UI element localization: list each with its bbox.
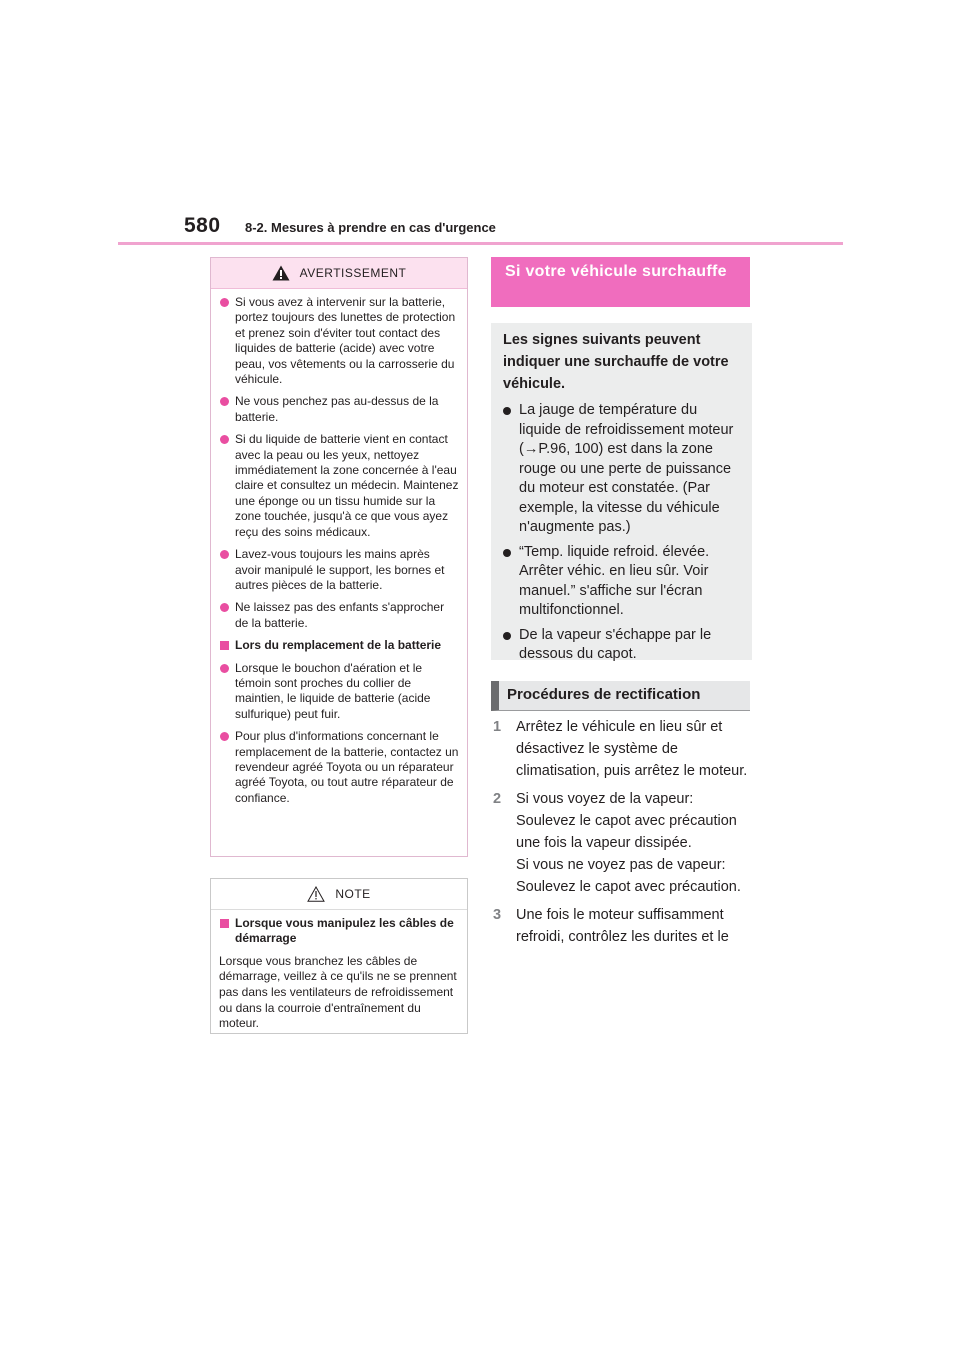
note-subsection-title-text: Lorsque vous manipulez les câbles de démarrage <box>235 916 454 946</box>
step-text: Une fois le moteur suffisamment refroidi, contrôlez les durites et le <box>516 907 729 945</box>
note-box <box>210 878 468 1034</box>
warning-item <box>219 661 459 723</box>
bullet-circle-icon <box>220 397 229 406</box>
overheat-sign <box>503 543 740 621</box>
warning-item-text: Lavez-vous toujours les mains après avoir manipulé le support, les bornes et autres pièces de la batterie. <box>235 547 445 592</box>
warning-item <box>219 600 459 631</box>
warning-box <box>210 257 468 857</box>
step-number: 3 <box>493 907 502 923</box>
overheat-sign-text: De la vapeur s'échappe par le dessous du capot. <box>519 626 712 662</box>
overheat-sign-text: La jauge de température du liquide de refroidissement moteur (→P.96, 100) est dans la zone rouge ou une perte de puissance du moteur est constatée. (Par exemple, la vitesse du véhicule n'augmente pas.) <box>519 402 734 535</box>
overheat-sign-text: “Temp. liquide refroid. élevée. Arrêter véhic. en lieu sûr. Voir manuel.” s'affiche sur l'écran multifonctionnel. <box>519 543 710 618</box>
warning-subsection-title <box>219 638 459 653</box>
bullet-square-icon <box>220 919 229 928</box>
warning-item-text: Ne laissez pas des enfants s'approcher de la batterie. <box>235 600 445 630</box>
warning-item <box>219 295 459 387</box>
bullet-circle-icon <box>503 549 511 557</box>
note-text: Lorsque vous branchez les câbles de démarrage, veillez à ce qu'ils ne se prennent pas dans les ventilateurs de refroidissement ou dans la courroie d'entraînement du moteur. <box>219 953 457 1031</box>
step-number: 2 <box>493 791 502 807</box>
bullet-circle-icon <box>220 603 229 612</box>
step-text: Arrêtez le véhicule en lieu sûr et désactivez le système de climatisation, puis arrêtez le moteur. <box>516 719 748 779</box>
warning-item-text: Si du liquide de batterie vient en contact avec la peau ou les yeux, nettoyez immédiatement la zone concernée à l'eau claire et consultez un médecin. Maintenez une éponge ou un tissu humide sur la zone touchée, jusqu'à ce que vous ayez reçu des soins médicaux. <box>235 432 459 539</box>
procedure-step <box>493 788 755 898</box>
bullet-circle-icon <box>220 435 229 444</box>
overheat-sign <box>503 401 740 538</box>
warning-item <box>219 547 459 593</box>
step-text: Si vous voyez de la vapeur: Soulevez le capot avec précaution une fois la vapeur dissipée. <box>516 791 737 851</box>
note-subsection-title <box>219 916 459 947</box>
bullet-circle-icon <box>503 632 511 640</box>
procedures-heading: Procédures de rectification <box>491 681 750 711</box>
caution-triangle-icon <box>307 886 325 902</box>
warning-subsection-title-text: Lors du remplacement de la batterie <box>235 638 442 653</box>
warning-item <box>219 432 459 540</box>
warning-item <box>219 394 459 425</box>
procedure-steps <box>493 716 755 954</box>
procedure-step <box>493 716 755 782</box>
note-title: NOTE <box>335 887 371 901</box>
overheat-sign <box>503 626 740 665</box>
step-number: 1 <box>493 719 502 735</box>
bullet-square-icon <box>220 641 229 650</box>
overheat-intro: Les signes suivants peuvent indiquer une surchauffe de votre véhicule. <box>503 332 729 392</box>
bullet-circle-icon <box>220 664 229 673</box>
warning-item-text: Si vous avez à intervenir sur la batterie, portez toujours des lunettes de protection et prenez soin d'éviter tout contact des liquides de batterie (acide) avec votre peau, vos vêtements ou la carrosserie du véhicule. <box>235 295 456 387</box>
warning-item-text: Lorsque le bouchon d'aération et le témoin sont proches du collier de maintien, le liquide de batterie (acide sulfurique) peut fuir. <box>235 660 431 721</box>
header-rule <box>118 242 843 245</box>
warning-header <box>211 258 467 289</box>
bullet-circle-icon <box>220 298 229 307</box>
warning-triangle-icon <box>272 265 290 281</box>
bullet-circle-icon <box>220 550 229 559</box>
overheat-heading: Si votre véhicule surchauffe <box>491 257 750 307</box>
procedure-step <box>493 904 755 948</box>
bullet-circle-icon <box>220 732 229 741</box>
warning-title: AVERTISSEMENT <box>299 266 407 280</box>
warning-item-text: Ne vous penchez pas au-dessus de la batterie. <box>235 394 439 424</box>
note-header <box>211 879 467 910</box>
section-title: 8-2. Mesures à prendre en cas d'urgence <box>245 220 496 235</box>
warning-item <box>219 729 459 806</box>
bullet-circle-icon <box>503 407 511 415</box>
warning-item-text: Pour plus d'informations concernant le remplacement de la batterie, contactez un revendeur agréé Toyota ou un réparateur agréé Toyota, ou tout autre réparateur de confiance. <box>235 729 459 805</box>
overheat-signs-box <box>491 323 752 660</box>
page-number: 580 <box>184 214 221 237</box>
step-text-secondary: Si vous ne voyez pas de vapeur: Soulevez le capot avec précaution. <box>516 857 741 895</box>
